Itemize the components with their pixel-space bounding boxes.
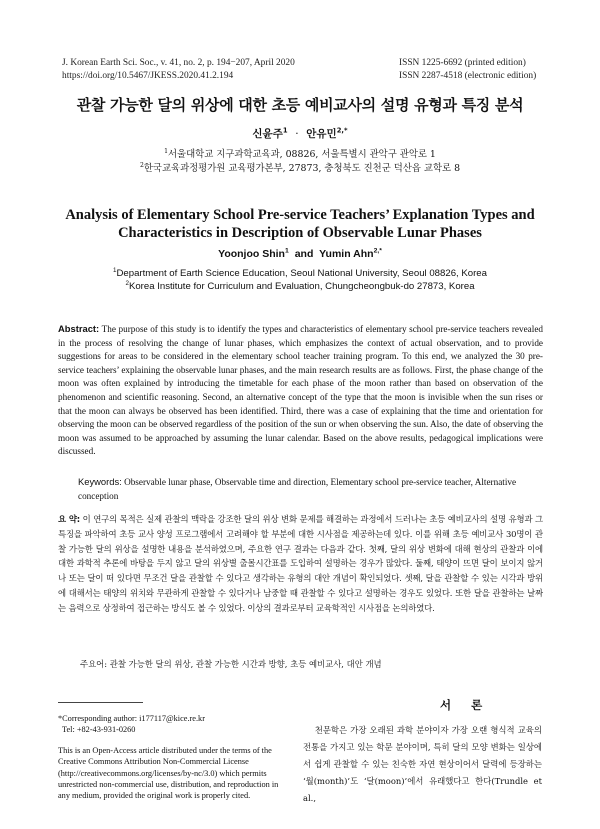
- license-notice: This is an Open-Access article distributed under the terms of the Creative Commons Attribution Non-Commercial License (http://creativecommons.org/licenses/by-nc/3.0) which permits unrestricted non-commercial use, distribution, and reproduction in any medium, provided the original work is properly cited.: [58, 746, 279, 801]
- korean-abstract: [58, 512, 543, 616]
- english-affil-1-text: Department of Earth Science Education, Seoul National University, Seoul 08826, Korea: [116, 268, 487, 279]
- corresponding-author: *Corresponding author: i177117@kice.re.kr: [58, 714, 205, 723]
- footnote-divider: [58, 702, 143, 703]
- english-abstract: [58, 322, 543, 459]
- english-affil-1-sup: 1: [113, 266, 117, 274]
- korean-affil-1-sup: 1: [164, 147, 168, 155]
- korean-keywords: [80, 658, 540, 670]
- issn-header: [399, 57, 569, 82]
- journal-citation: J. Korean Earth Sci. Soc., v. 41, no. 2, p. 194−207, April 2020: [62, 58, 295, 68]
- english-affil-2-sup: 2: [125, 279, 129, 287]
- english-affiliation-2: [0, 281, 600, 294]
- corresponding-tel: Tel: +82-43-931-0260: [62, 725, 136, 735]
- english-keywords: [78, 475, 543, 503]
- journal-header: [62, 57, 362, 82]
- korean-affil-1-text: 서울대학교 지구과학교육과, 08826, 서울특별시 관악구 관악로 1: [167, 149, 436, 160]
- introduction-heading: 서 론: [440, 698, 491, 712]
- korean-keywords-label: 주요어:: [80, 659, 108, 669]
- korean-abstract-label: 요 약:: [58, 514, 80, 524]
- korean-affiliations: [0, 148, 600, 176]
- english-author-1: Yoonjoo Shin: [218, 248, 285, 260]
- korean-authors: [0, 126, 600, 141]
- korean-author-2: 안유민: [306, 128, 337, 140]
- issn-electronic: ISSN 2287-4518 (electronic edition): [399, 70, 537, 81]
- korean-author-2-sup: 2,*: [336, 126, 348, 135]
- english-affil-2-text: Korea Institute for Curriculum and Evaluation, Chungcheongbuk-do 27873, Korea: [128, 280, 475, 292]
- english-title-line-1: Analysis of Elementary School Pre-service Teachers’ Explanation Types and: [65, 207, 535, 223]
- korean-affil-2-text: 한국교육과정평가원 교육평가본부, 27873, 충청북도 진천군 덕산읍 교학로 8: [143, 163, 461, 174]
- abstract-label: Abstract:: [58, 323, 100, 334]
- abstract-text: The purpose of this study is to identify the types and characteristics of elementary school pre-service teachers revealed in the process of resolving the change of lunar phases, which emphasizes the context of actual observation, and to provide suggestions for areas to be considered in the elementary school teacher training program. To this end, we analyzed the 30 pre-service teachers’ explaining the observable lunar phases, and the main research results are as follows. First, the phase change of the moon was often explained by introducing the timetable for each phase of the moon rather than based on observation of the phenomenon and scientific reasoning. Second, an alternative concept of the type that the moon is invisible when the sun rises or that the moon can always be observed has been identified. Third, there was a case of explaining that the time and orientation for observing the moon can be observed regardless of the position of the sun or when observing the sun. Also, the date of observing the moon was assumed to be approached by assuming the lunar calendar. Based on the above results, pedagogical implications were discussed.: [58, 324, 543, 457]
- doi-link[interactable]: https://doi.org/10.5467/JKESS.2020.41.2.194: [62, 70, 234, 81]
- english-author-1-sup: 1: [284, 247, 289, 255]
- author-separator: ·: [295, 128, 299, 140]
- korean-keywords-text: 관찰 가능한 달의 위상, 관찰 가능한 시간과 방향, 초등 예비교사, 대안 개념: [109, 659, 382, 669]
- korean-abstract-text: 이 연구의 목적은 실제 관찰의 맥락을 강조한 달의 위상 변화 문제를 해결하는 과정에서 드러나는 초등 예비교사의 설명 유형과 그 특징을 파악하여 초등 교사 양성 프로그램에서 고려해야 할 부분에 대한 시사점을 제공하는데 있다. 이를 위해 초등 예비교사 30명이 관찰 가능한 달의 위상을 설명한 내용을 분석하였으며, 주요한 연구 결과는 다음과 같다. 첫째, 달의 위상 변화에 대해 현상의 관찰과 이에 대한 과학적 추론에 바탕을 두지 않고 달의 위상별 출몰시간표를 도입하여 설명하는 경우가 많았다. 둘째, 태양이 뜨면 달이 보이지 않거나 또는 달이 떠 있다면 무조건 달을 관찰할 수 있다고 생각하는 유형의 대안 개념이 확인되었다. 셋째, 달을 관찰할 수 있는 시각과 방위에 대해서는 태양의 위치와 무관하게 관찰할 수 있다거나 남중할 때 관찰할 수 있다고 설명하는 경우도 있었다. 또한 달을 관찰하는 날짜는 음력으로 상정하여 접근하는 방식도 볼 수 있었다. 이상의 결과로부터 교육학적인 시사점을 논의하였다.: [58, 514, 543, 613]
- introduction-text: 천문학은 가장 오래된 과학 분야이자 가장 오랜 형식적 교육의 전통을 가지고 있는 학문 분야이며, 특히 달의 모양 변화는 일상에서 쉽게 관찰할 수 있는 친숙한 자연 현상이어서 달력에 등장하는 ‘월(month)’도 ‘달(moon)’에서 유래했다고 한다(Trundle et al.,: [303, 725, 542, 803]
- english-authors: [0, 248, 600, 260]
- korean-affiliation-2: [0, 162, 600, 176]
- korean-title: 관찰 가능한 달의 위상에 대한 초등 예비교사의 설명 유형과 특징 분석: [76, 96, 524, 114]
- english-affiliations: [0, 268, 600, 293]
- korean-affiliation-1: [0, 148, 600, 162]
- english-author-2-sup: 2,*: [373, 247, 382, 255]
- corresponding-footnote: [58, 713, 288, 736]
- english-affiliation-1: [0, 268, 600, 281]
- keywords-label: Keywords:: [78, 476, 122, 487]
- english-title: [40, 207, 560, 242]
- english-author-2: Yumin Ahn: [319, 248, 374, 260]
- korean-author-1-sup: 1: [282, 126, 288, 135]
- keywords-text: Observable lunar phase, Observable time and direction, Elementary school pre-service teacher, Alternative conception: [78, 477, 517, 501]
- english-title-line-2: Characteristics in Description of Observable Lunar Phases: [118, 224, 482, 241]
- issn-print: ISSN 1225-6692 (printed edition): [399, 58, 526, 68]
- korean-affil-2-sup: 2: [139, 161, 144, 169]
- english-and: and: [294, 248, 314, 260]
- korean-author-1: 신윤주: [252, 128, 283, 140]
